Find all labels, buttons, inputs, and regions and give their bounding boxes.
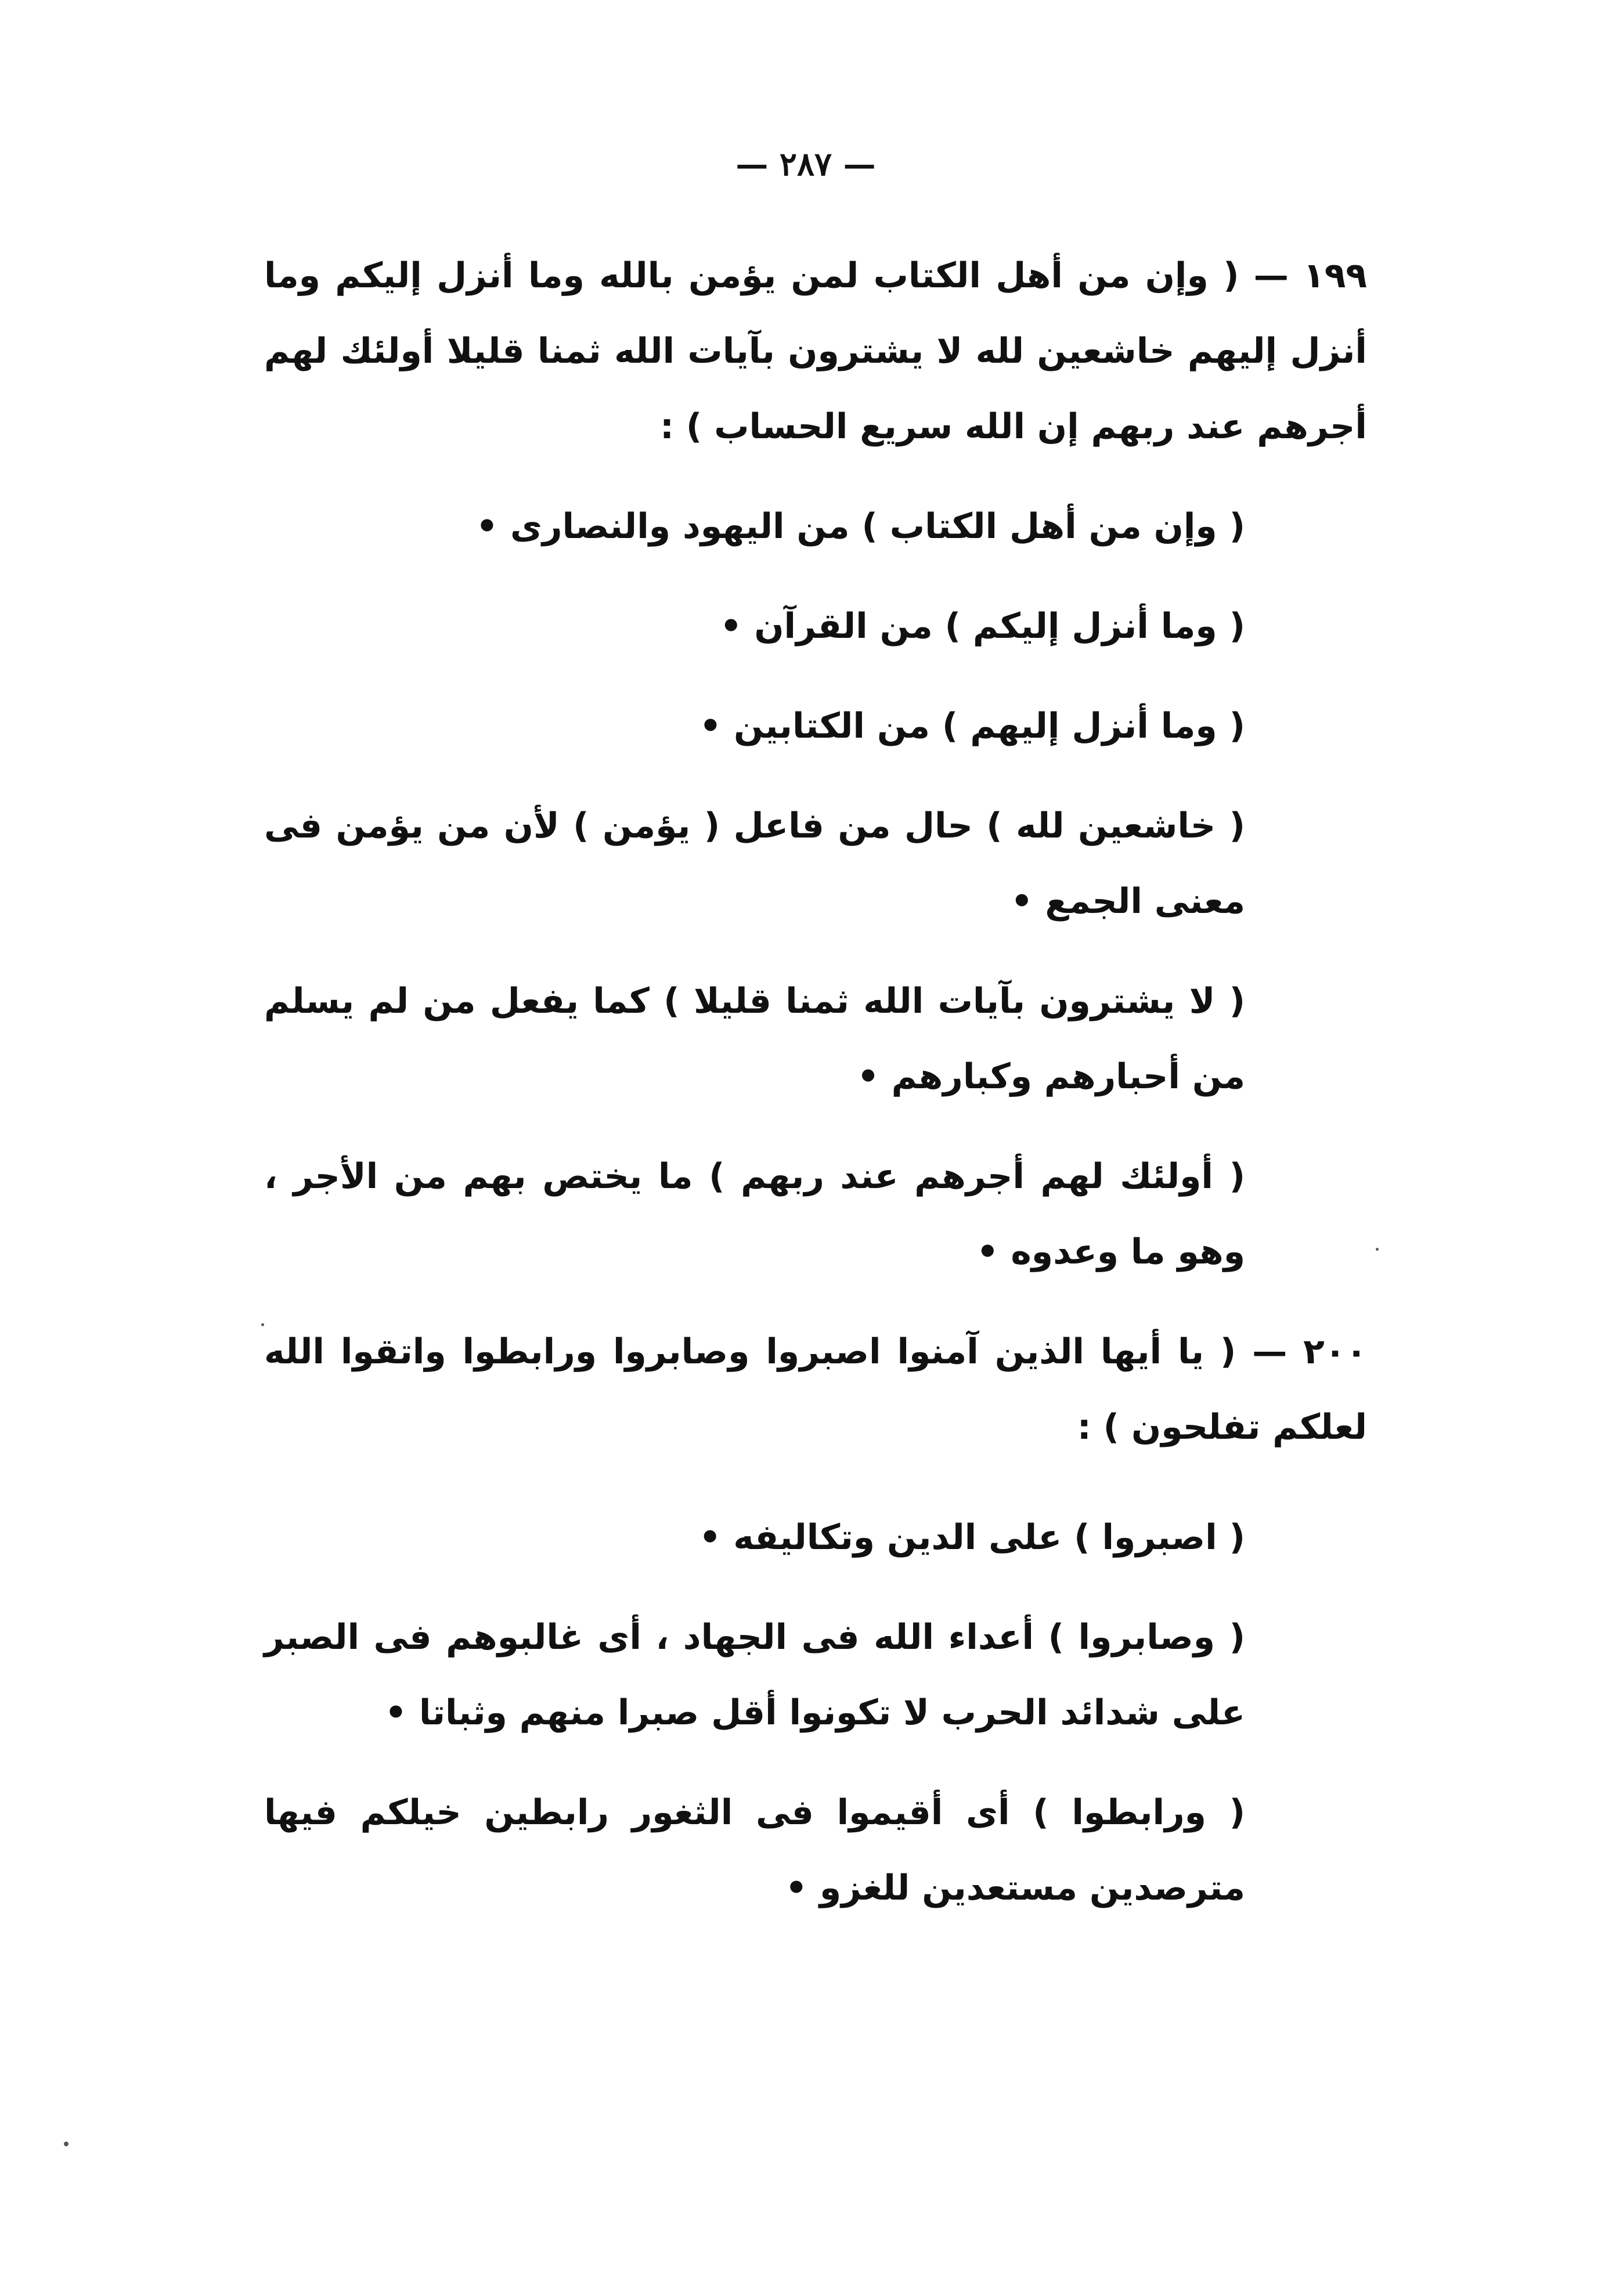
paragraph-commentary: ( وصابروا ) أعداء الله فى الجهاد ، أى غالبوهم فى الصبر على شدائد الحرب لا تكونوا أقل صبرا منهم وثباتا • bbox=[264, 1617, 1245, 1733]
text-body bbox=[264, 238, 1367, 1950]
paragraph-verse-200: ٢٠٠ — ( يا أيها الذين آمنوا اصبروا وصابروا ورابطوا واتقوا الله لعلكم تفلحون ) : bbox=[264, 1331, 1367, 1447]
scan-speck bbox=[261, 1323, 264, 1326]
scan-speck bbox=[64, 2142, 68, 2146]
paragraph-commentary: ( وإن من أهل الكتاب ) من اليهود والنصارى • bbox=[475, 506, 1245, 547]
paragraph-commentary: ( لا يشترون بآيات الله ثمنا قليلا ) كما يفعل من لم يسلم من أحبارهم وكبارهم • bbox=[264, 981, 1245, 1097]
paragraph-commentary: ( خاشعين لله ) حال من فاعل ( يؤمن ) لأن من يؤمن فى معنى الجمع • bbox=[264, 806, 1245, 922]
paragraph-commentary: ( اصبروا ) على الدين وتكاليفه • bbox=[698, 1517, 1245, 1558]
paragraph-commentary: ( أولئك لهم أجرهم عند ربهم ) ما يختص بهم من الأجر ، وهو ما وعدوه • bbox=[264, 1156, 1245, 1272]
paragraph-commentary: ( وما أنزل إليكم ) من القرآن • bbox=[720, 606, 1245, 647]
paragraph-commentary: ( ورابطوا ) أى أقيموا فى الثغور رابطين خيلكم فيها مترصدين مستعدين للغزو • bbox=[264, 1792, 1245, 1908]
paragraph-commentary: ( وما أنزل إليهم ) من الكتابين • bbox=[699, 706, 1245, 746]
page-number: — ٢٨٧ — bbox=[735, 145, 876, 183]
paragraph-verse-199: ١٩٩ — ( وإن من أهل الكتاب لمن يؤمن بالله وما أنزل إليكم وما أنزل إليهم خاشعين لله لا يشترون بآيات الله ثمنا قليلا أولئك لهم أجرهم عند ربهم إن الله سريع الحساب ) : bbox=[264, 255, 1367, 447]
scan-speck bbox=[1376, 1248, 1379, 1251]
